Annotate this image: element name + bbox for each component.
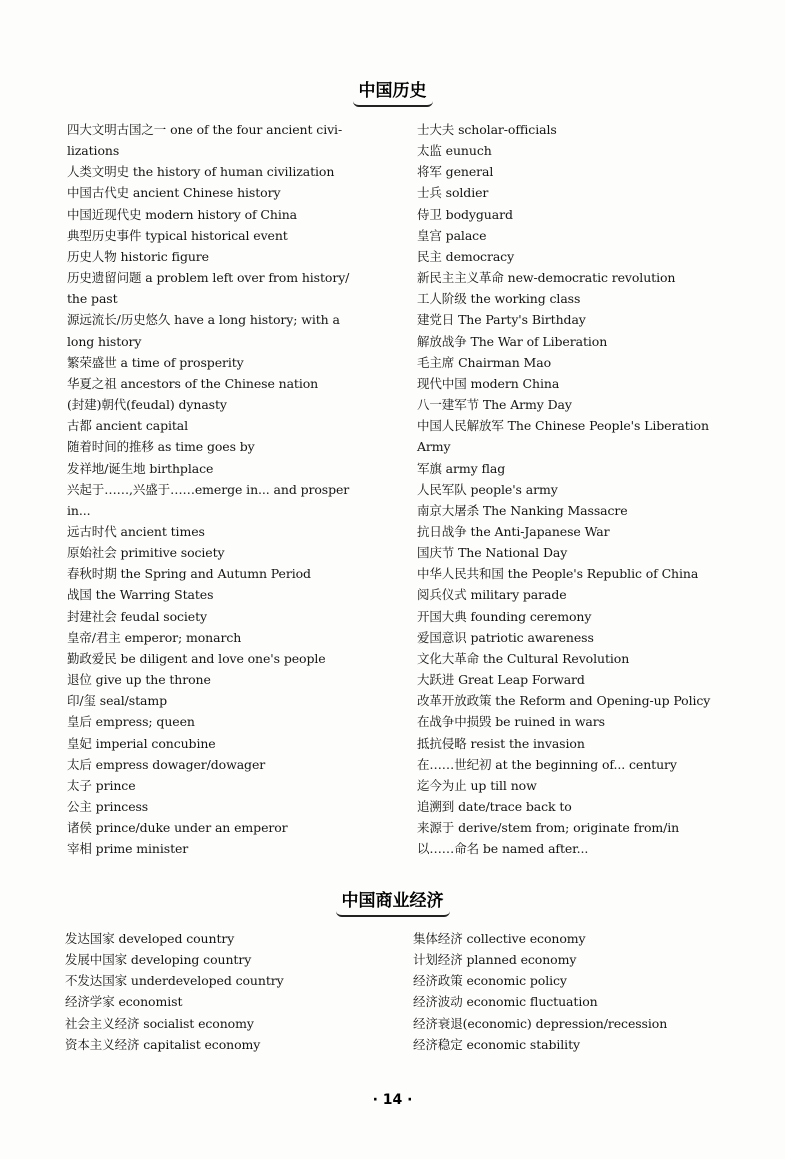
vocab-entry: Army [417,439,451,455]
vocab-entry: 新民主主义革命 new-democratic revolution [417,270,676,286]
vocab-list-history-right [417,119,747,859]
vocab-entry: 原始社会 primitive society [67,545,225,561]
vocab-entry: 皇帝/君主 emperor; monarch [67,629,242,645]
vocab-entry: 太监 eunuch [417,143,492,159]
vocab-entry: 经济稳定 economic stability [413,1036,580,1052]
vocab-entry: in... [67,502,91,518]
vocab-entry: 经济衰退(economic) depression/recession [413,1015,668,1031]
vocab-entry: 战国 the Warring States [67,587,214,603]
vocab-entry: 在战争中损毁 be ruined in wars [417,714,605,730]
vocab-entry: 将军 general [417,164,494,180]
vocab-entry: 中华人民共和国 the People's Republic of China [417,566,699,582]
vocab-entry: 发达国家 developed country [65,931,235,946]
vocab-list-economy-left [65,928,395,1055]
vocab-entry: 民主 democracy [417,248,515,264]
vocab-entry: 人民军队 people's army [417,481,558,497]
vocab-list-economy-right [413,928,743,1055]
vocab-entry: 士兵 soldier [417,185,489,201]
vocab-entry: 集体经济 collective economy [413,931,586,946]
section-title-text: 中国商业经济 [336,886,450,917]
vocab-entry: 繁荣盛世 a time of prosperity [67,354,244,370]
vocab-entry: 历史遗留问题 a problem left over from history/ [67,270,350,286]
vocab-entry: 历史人物 historic figure [67,248,209,264]
vocab-entry: 建党日 The Party's Birthday [417,312,586,328]
vocab-entry: 现代中国 modern China [417,375,560,391]
vocab-entry: 封建社会 feudal society [67,608,207,624]
vocab-entry: 军旗 army flag [417,460,506,476]
vocab-entry: 经济政策 economic policy [413,973,567,989]
vocab-entry: long history [67,333,142,349]
vocab-entry: 随着时间的推移 as time goes by [67,439,255,455]
vocab-entry: 解放战争 The War of Liberation [417,333,608,349]
vocab-entry: 追溯到 date/trace back to [417,799,572,814]
vocab-entry: 经济学家 economist [65,994,183,1010]
vocab-entry: 侍卫 bodyguard [417,206,513,222]
vocab-entry: 南京大屠杀 The Nanking Massacre [417,502,628,518]
vocab-entry: 皇后 empress; queen [67,714,195,730]
vocab-entry: 资本主义经济 capitalist economy [65,1036,261,1052]
vocab-entry: 抵抗侵略 resist the invasion [417,735,585,751]
vocab-entry: 四大文明古国之一 one of the four ancient civi- [67,122,343,137]
vocab-entry: 古都 ancient capital [67,418,189,434]
vocab-entry: 八一建军节 The Army Day [417,397,572,413]
vocab-entry: lizations [67,143,120,159]
vocab-entry: 工人阶级 the working class [417,291,581,307]
vocab-entry: 迄今为止 up till now [417,777,537,793]
vocab-entry: 印/玺 seal/stamp [67,693,168,709]
vocab-entry: 太子 prince [67,777,136,793]
vocab-entry: 远古时代 ancient times [67,523,205,539]
vocab-entry: 在……世纪初 at the beginning of... century [417,756,677,772]
vocab-entry: 国庆节 The National Day [417,545,568,561]
vocab-entry: 计划经济 planned economy [413,952,577,968]
vocab-entry: 开国大典 founding ceremony [417,608,592,624]
vocab-list-history-left [67,119,395,859]
vocab-entry: (封建)朝代(feudal) dynasty [67,397,227,413]
vocab-entry: 诸侯 prince/duke under an emperor [67,820,288,836]
vocab-entry: 典型历史事件 typical historical event [67,227,288,243]
vocab-entry: 大跃进 Great Leap Forward [417,672,585,688]
vocab-entry: 抗日战争 the Anti-Japanese War [417,523,610,539]
vocab-entry: 太后 empress dowager/dowager [67,756,266,772]
vocab-entry: 中国人民解放军 The Chinese People's Liberation [417,418,709,434]
section-title-business-economy [0,886,785,917]
vocab-entry: 阅兵仪式 military parade [417,587,567,603]
vocab-entry: 士大夫 scholar-officials [417,122,557,137]
vocab-entry: 改革开放政策 the Reform and Opening-up Policy [417,693,711,709]
vocab-entry: 源远流长/历史悠久 have a long history; with a [67,312,340,328]
vocab-entry: 毛主席 Chairman Mao [417,354,552,370]
vocab-entry: 来源于 derive/stem from; originate from/in [417,820,680,836]
vocab-entry: 经济波动 economic fluctuation [413,994,598,1010]
vocab-entry: 爱国意识 patriotic awareness [417,629,594,645]
vocab-entry: 以……命名 be named after... [417,841,589,857]
vocab-entry: 皇妃 imperial concubine [67,735,216,751]
vocab-entry: 皇宫 palace [417,227,487,243]
vocab-entry: 宰相 prime minister [67,841,189,857]
vocab-entry: 发展中国家 developing country [65,952,252,968]
vocab-entry: 文化大革命 the Cultural Revolution [417,650,630,666]
vocab-entry: 公主 princess [67,799,149,814]
section-title-text: 中国历史 [353,76,433,107]
vocab-entry: 退位 give up the throne [67,672,211,688]
vocab-entry: 不发达国家 underdeveloped country [65,973,284,989]
vocab-entry: 华夏之祖 ancestors of the Chinese nation [67,375,319,391]
vocab-entry: 中国古代史 ancient Chinese history [67,185,281,201]
vocab-entry: 发祥地/诞生地 birthplace [67,460,214,476]
page-number: · 14 · [372,1092,413,1108]
vocab-entry: 人类文明史 the history of human civilization [67,164,335,180]
vocab-entry: 社会主义经济 socialist economy [65,1015,254,1031]
vocab-entry: 兴起于……,兴盛于……emerge in... and prosper [67,481,350,497]
section-title-chinese-history [0,76,785,107]
vocab-entry: 春秋时期 the Spring and Autumn Period [67,566,311,582]
vocab-entry: 中国近现代史 modern history of China [67,206,298,222]
vocab-entry: the past [67,291,118,307]
vocab-entry: 勤政爱民 be diligent and love one's people [67,650,326,666]
